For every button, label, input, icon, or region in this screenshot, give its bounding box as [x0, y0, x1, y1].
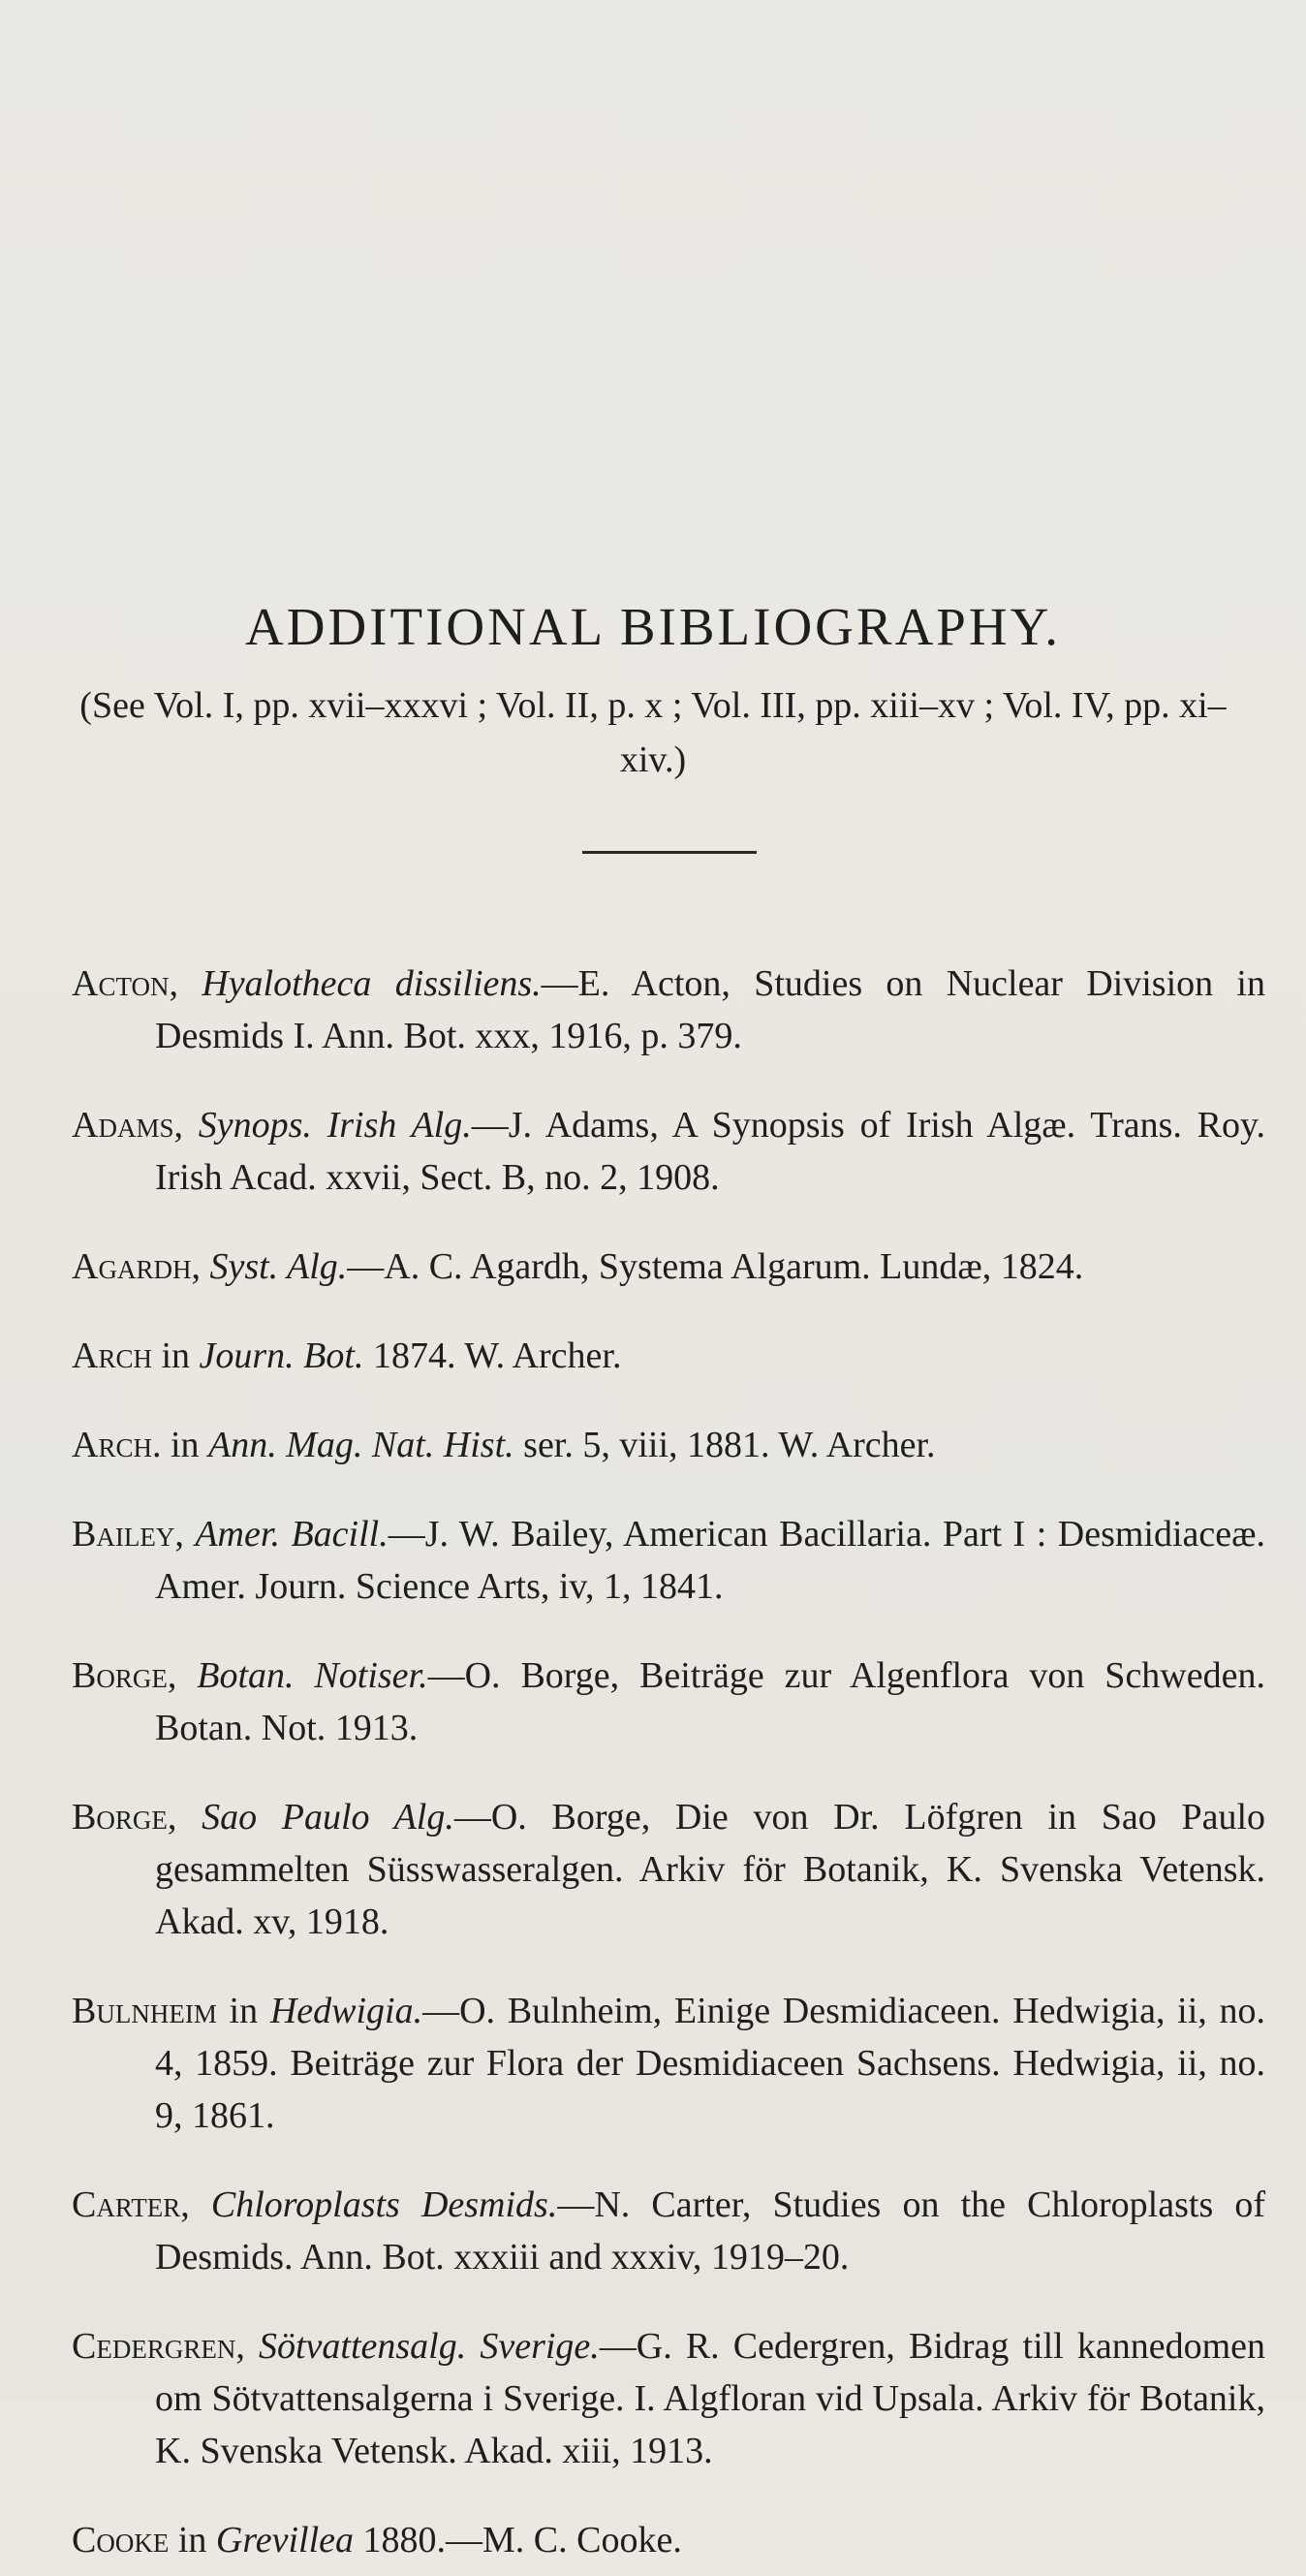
bibliography-entry-adams	[72, 1099, 1265, 1204]
bibliography-entry-carter	[72, 2179, 1265, 2283]
volume-reference-note: (See Vol. I, pp. xvii–xxxvi ; Vol. II, p. x ; Vol. III, pp. xiii–xv ; Vol. IV, pp. xi–xiv.)	[79, 685, 1227, 780]
entry-citation: —J. Adams, A Synopsis of Irish Algæ. Trans. Roy. Irish Acad. xxvii, Sect. B, no. 2, 1908.	[155, 1105, 1266, 1198]
entry-short-title: Amer. Bacill.	[195, 1514, 389, 1555]
page-title: ADDITIONAL BIBLIOGRAPHY.	[245, 597, 1061, 656]
entry-short-title: Synops. Irish Alg.	[198, 1105, 472, 1146]
bibliography-entry-agardh	[72, 1241, 1265, 1293]
entry-author: Cooke	[72, 2520, 170, 2560]
bibliography-entry-arch-ann-mag	[72, 1419, 1265, 1471]
bibliography-entry-arch-journ-bot	[72, 1330, 1265, 1382]
entry-short-title: Syst. Alg.	[209, 1246, 348, 1287]
entry-short-title: Ann. Mag. Nat. Hist.	[208, 1425, 514, 1465]
entry-short-title: Hedwigia.	[269, 1991, 423, 2031]
entry-citation: —A. C. Agardh, Systema Algarum. Lundæ, 1824.	[347, 1246, 1084, 1287]
entry-author: Carter,	[72, 2184, 190, 2225]
entry-author: Adams,	[72, 1105, 183, 1146]
entry-author: Acton,	[72, 963, 178, 1004]
bibliography-entry-cedergren	[72, 2320, 1265, 2477]
entry-citation: —N. Carter, Studies on the Chloroplasts of Desmids. Ann. Bot. xxxiii and xxxiv, 1919–20.	[155, 2184, 1266, 2278]
bibliography-entry-borge-botan	[72, 1649, 1265, 1754]
bibliography-entry-acton	[72, 958, 1265, 1062]
bibliography-entry-borge-sao-paulo	[72, 1791, 1265, 1948]
entry-separator: in	[151, 1335, 200, 1376]
entry-short-title: Grevillea	[215, 2520, 354, 2560]
entry-author: Cedergren,	[72, 2326, 245, 2367]
entry-citation: —E. Acton, Studies on Nuclear Division in Desmids I. Ann. Bot. xxx, 1916, p. 379.	[155, 963, 1265, 1056]
entry-separator	[183, 1105, 199, 1146]
entry-short-title: Sötvattensalg. Sverige.	[258, 2326, 600, 2367]
section-divider	[582, 851, 757, 854]
bibliography-entry-bulnheim	[72, 1985, 1265, 2142]
entry-separator	[178, 963, 202, 1004]
entry-citation: —G. R. Cedergren, Bidrag till kannedomen om Sötvattensalgerna i Sverige. I. Algfloran vid Upsala. Arkiv för Botanik, K. Svenska Vetensk. Akad. xiii, 1913.	[155, 2326, 1266, 2471]
entry-short-title: Sao Paulo Alg.	[202, 1797, 454, 1838]
entry-separator	[176, 1655, 197, 1696]
entry-separator	[245, 2326, 259, 2367]
entry-citation: 1874. W. Archer.	[363, 1335, 622, 1376]
bibliography-list	[72, 921, 1265, 2576]
entry-separator: in	[161, 1425, 209, 1465]
entry-citation: ser. 5, viii, 1881. W. Archer.	[513, 1425, 936, 1465]
entry-separator	[184, 1514, 196, 1555]
entry-citation: —O. Bulnheim, Einige Desmidiaceen. Hedwigia, ii, no. 4, 1859. Beiträge zur Flora der Desmidiaceen Sachsens. Hedwigia, ii, no. 9, 1861.	[155, 1991, 1266, 2136]
entry-author: Borge,	[72, 1655, 177, 1696]
entry-citation: —J. W. Bailey, American Bacillaria. Part I : Desmidiaceæ. Amer. Journ. Science Arts, iv, 1, 1841.	[155, 1514, 1265, 1607]
bibliography-entry-bailey	[72, 1508, 1265, 1613]
entry-author: Bailey,	[72, 1514, 184, 1555]
entry-author: Arch.	[72, 1425, 162, 1465]
entry-short-title: Botan. Notiser.	[197, 1655, 428, 1696]
entry-author: Borge,	[72, 1797, 177, 1838]
entry-separator: in	[216, 1991, 270, 2031]
entry-separator	[176, 1797, 202, 1838]
entry-separator: in	[169, 2520, 216, 2560]
entry-short-title: Journ. Bot.	[199, 1335, 364, 1376]
entry-separator	[190, 2184, 211, 2225]
entry-citation: —O. Borge, Beiträge zur Algenflora von Schweden. Botan. Not. 1913.	[155, 1655, 1265, 1748]
entry-citation: 1880.—M. C. Cooke.	[354, 2520, 682, 2560]
entry-author: Arch	[72, 1335, 152, 1376]
entry-short-title: Hyalotheca dissiliens.	[202, 963, 542, 1004]
entry-short-title: Chloroplasts Desmids.	[210, 2184, 558, 2225]
entry-author: Agardh,	[72, 1246, 201, 1287]
entry-author: Bulnheim	[72, 1991, 217, 2031]
bibliography-entry-cooke	[72, 2514, 1265, 2566]
entry-citation: —O. Borge, Die von Dr. Löfgren in Sao Paulo gesammelten Süsswasseralgen. Arkiv för Botanik, K. Svenska Vetensk. Akad. xv, 1918.	[155, 1797, 1266, 1942]
